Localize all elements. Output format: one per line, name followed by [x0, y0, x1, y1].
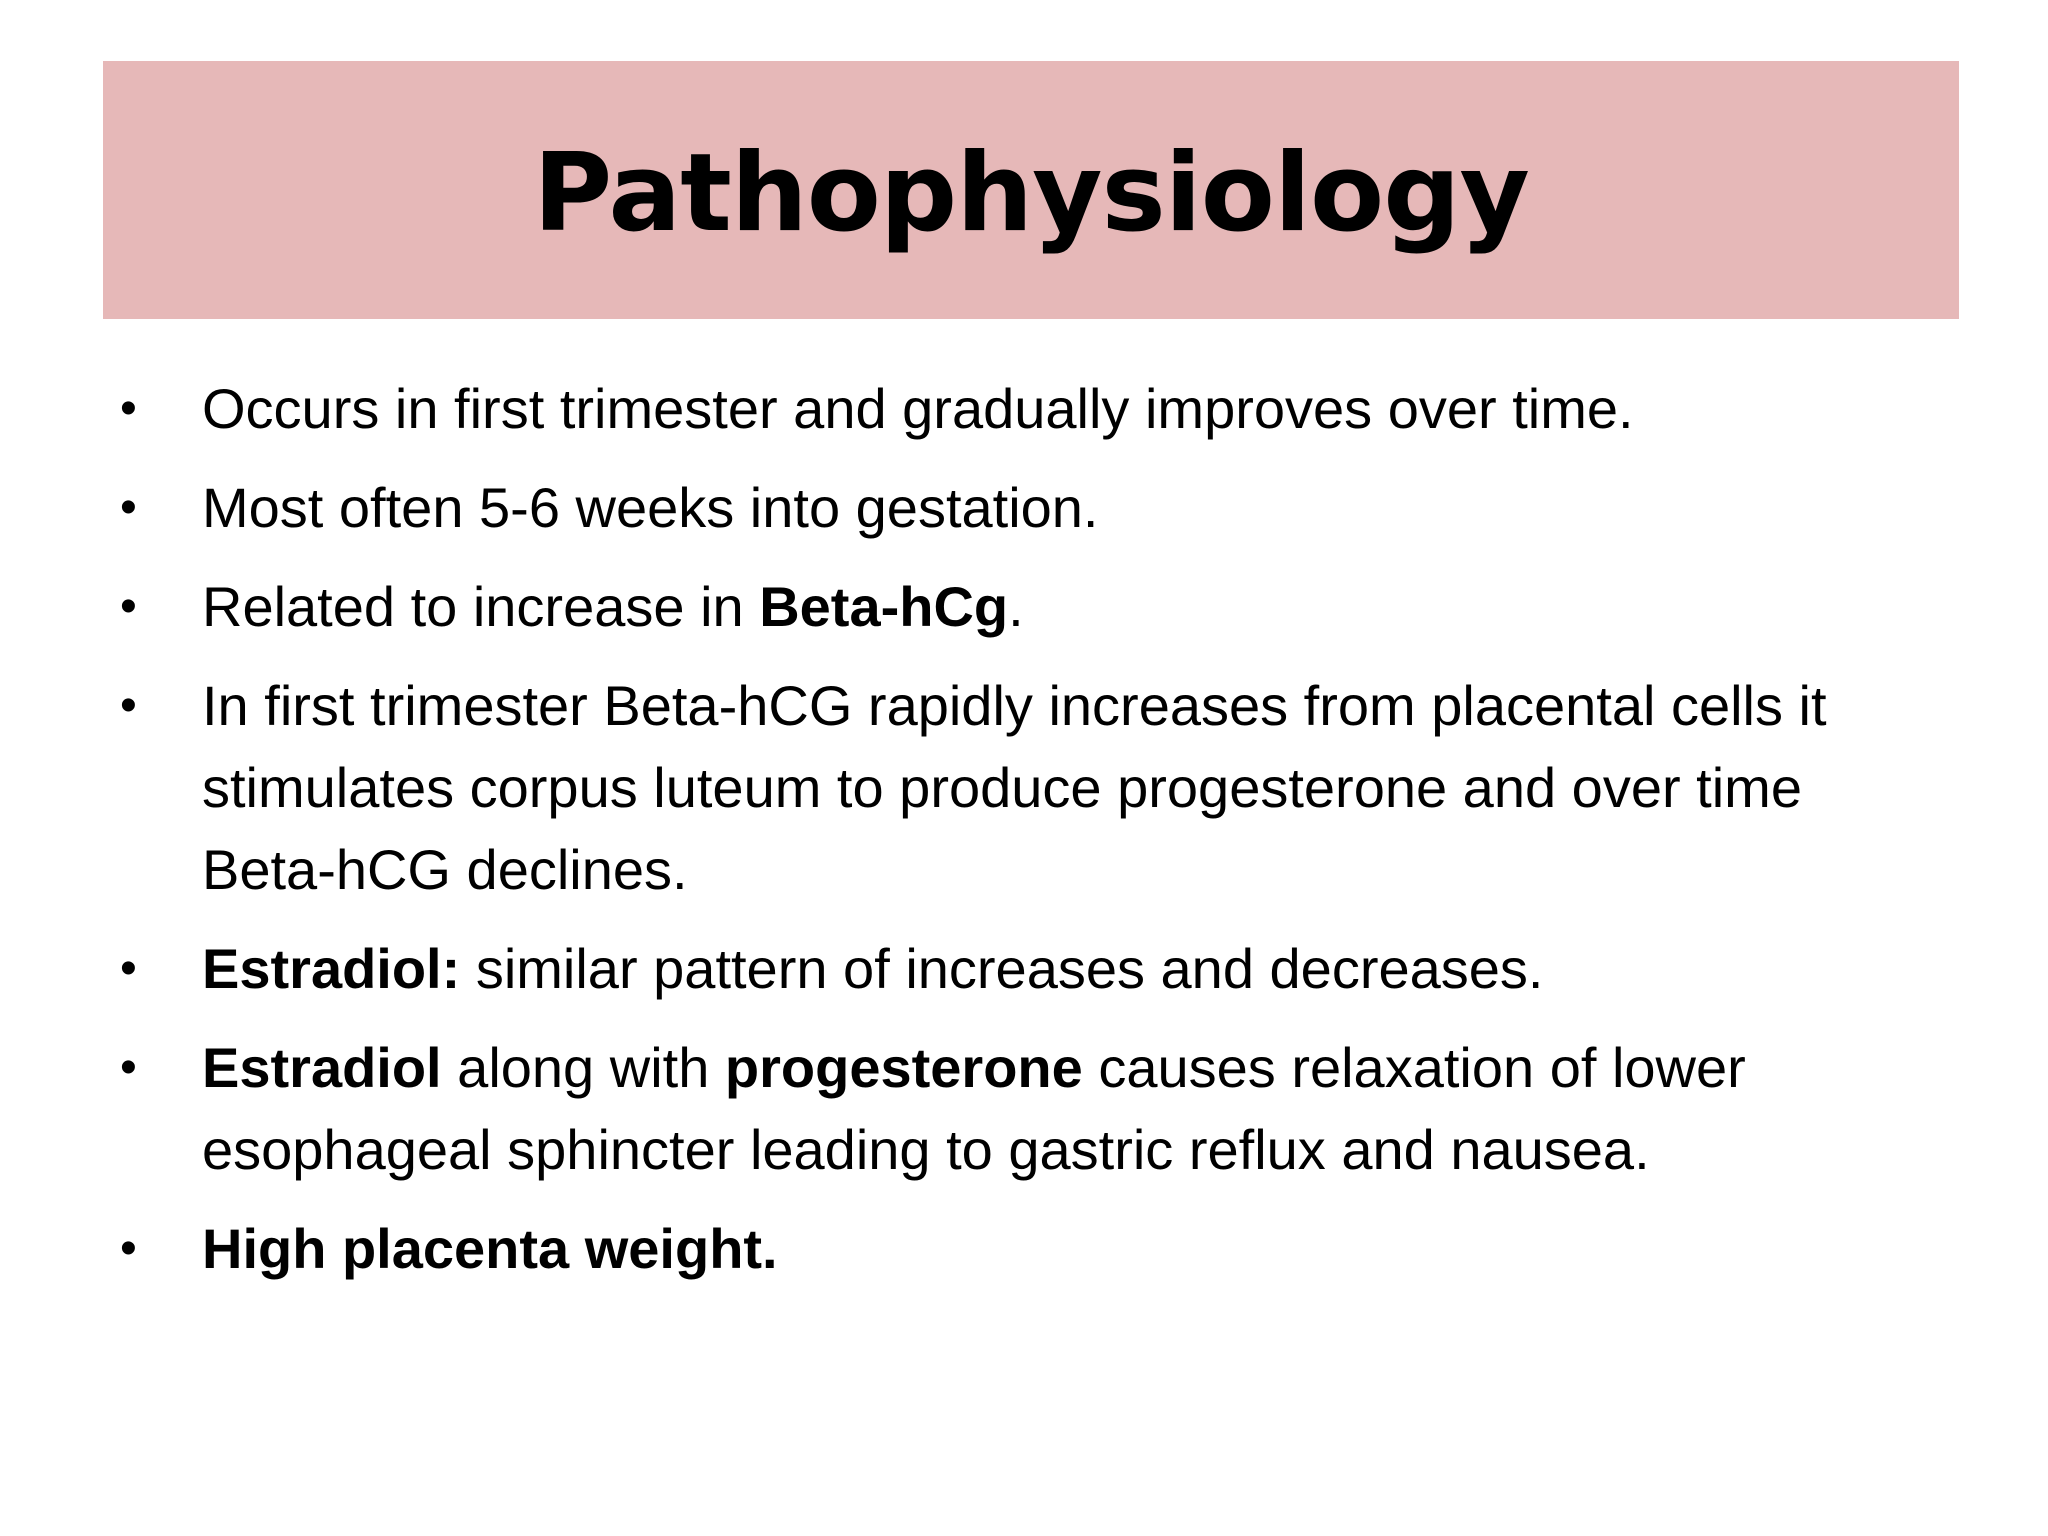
- list-item: [120, 467, 1950, 549]
- bullet-list: [120, 368, 1950, 1307]
- bullet-bold-term: Beta-hCg: [759, 575, 1009, 638]
- bullet-dot-icon: •: [120, 580, 137, 633]
- bullet-bold-term: High placenta weight.: [202, 1217, 778, 1280]
- list-item: [120, 566, 1950, 648]
- bullet-text: causes relaxation of lower esophageal sphincter leading to gastric reflux and nausea.: [202, 1036, 1746, 1181]
- bullet-bold-term: progesterone: [724, 1036, 1083, 1099]
- list-item: [120, 1027, 1950, 1191]
- bullet-bold-term: Estradiol:: [202, 937, 461, 1000]
- bullet-text: In first trimester Beta-hCG rapidly increases from placental cells it stimulates corpus luteum to produce progesterone and over time Beta-hCG declines.: [202, 674, 1827, 901]
- bullet-text: similar pattern of increases and decreases.: [460, 937, 1544, 1000]
- list-item: [120, 1208, 1950, 1290]
- bullet-dot-icon: •: [120, 1041, 137, 1094]
- slide-title: Pathophysiology: [533, 130, 1529, 256]
- bullet-bold-term: Estradiol: [202, 1036, 442, 1099]
- bullet-text: Most often 5-6 weeks into gestation.: [202, 476, 1099, 539]
- bullet-dot-icon: •: [120, 679, 137, 732]
- bullet-text: Occurs in first trimester and gradually improves over time.: [202, 377, 1634, 440]
- bullet-dot-icon: •: [120, 942, 137, 995]
- list-item: [120, 928, 1950, 1010]
- bullet-text: Related to increase in: [202, 575, 760, 638]
- bullet-dot-icon: •: [120, 382, 137, 435]
- list-item: [120, 368, 1950, 450]
- list-item: [120, 665, 1950, 911]
- bullet-text: along with: [441, 1036, 725, 1099]
- bullet-dot-icon: •: [120, 481, 137, 534]
- bullet-dot-icon: •: [120, 1222, 137, 1275]
- bullet-text: .: [1008, 575, 1024, 638]
- title-band: [103, 61, 1959, 319]
